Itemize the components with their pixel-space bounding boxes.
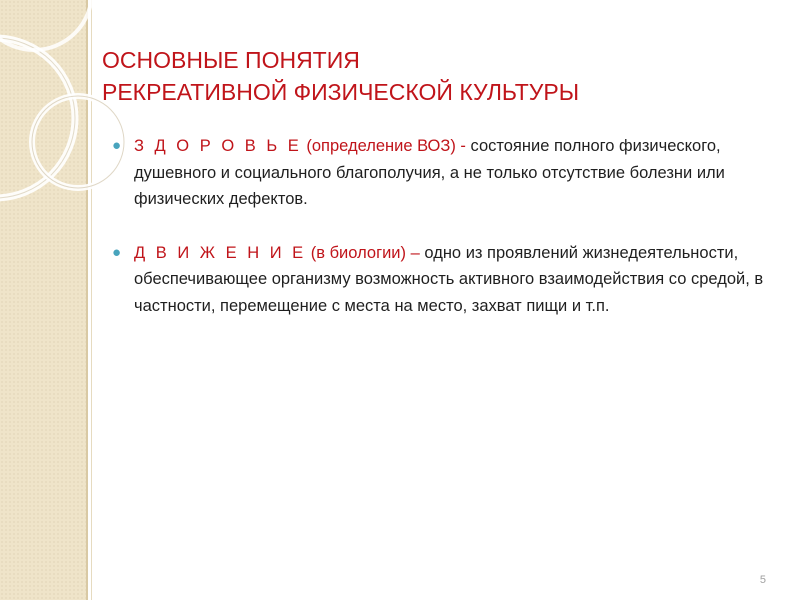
page-number: 5 [759, 574, 766, 586]
bullet-list [112, 133, 772, 319]
bullet-marker-icon: ● [112, 243, 122, 261]
slide-title [102, 44, 742, 108]
term-health-qualifier: (определение ВОЗ) - [306, 137, 466, 155]
term-movement-definition: одно из проявлений жизнедеятельности, обеспечивающее организму возможность активного взаимодействия со средой, в частности, перемещение с места на место, захват пищи и т.п. [134, 243, 764, 315]
bullet-movement [112, 240, 772, 320]
bullet-health [112, 133, 772, 213]
term-health-definition: состояние полного физического, душевного и социального благополучия, а не только отсутствие болезни или физических дефектов. [134, 137, 725, 208]
bullet-marker-icon: ● [112, 137, 122, 154]
title-line-1: ОСНОВНЫЕ ПОНЯТИЯ [102, 47, 360, 73]
term-health: З Д О Р О В Ь Е [134, 137, 302, 155]
title-line-2: РЕКРЕАТИВНОЙ ФИЗИЧЕСКОЙ КУЛЬТУРЫ [102, 79, 580, 105]
term-movement-qualifier: (в биологии) – [310, 243, 420, 262]
term-movement: Д В И Ж Е Н И Е [134, 243, 307, 262]
